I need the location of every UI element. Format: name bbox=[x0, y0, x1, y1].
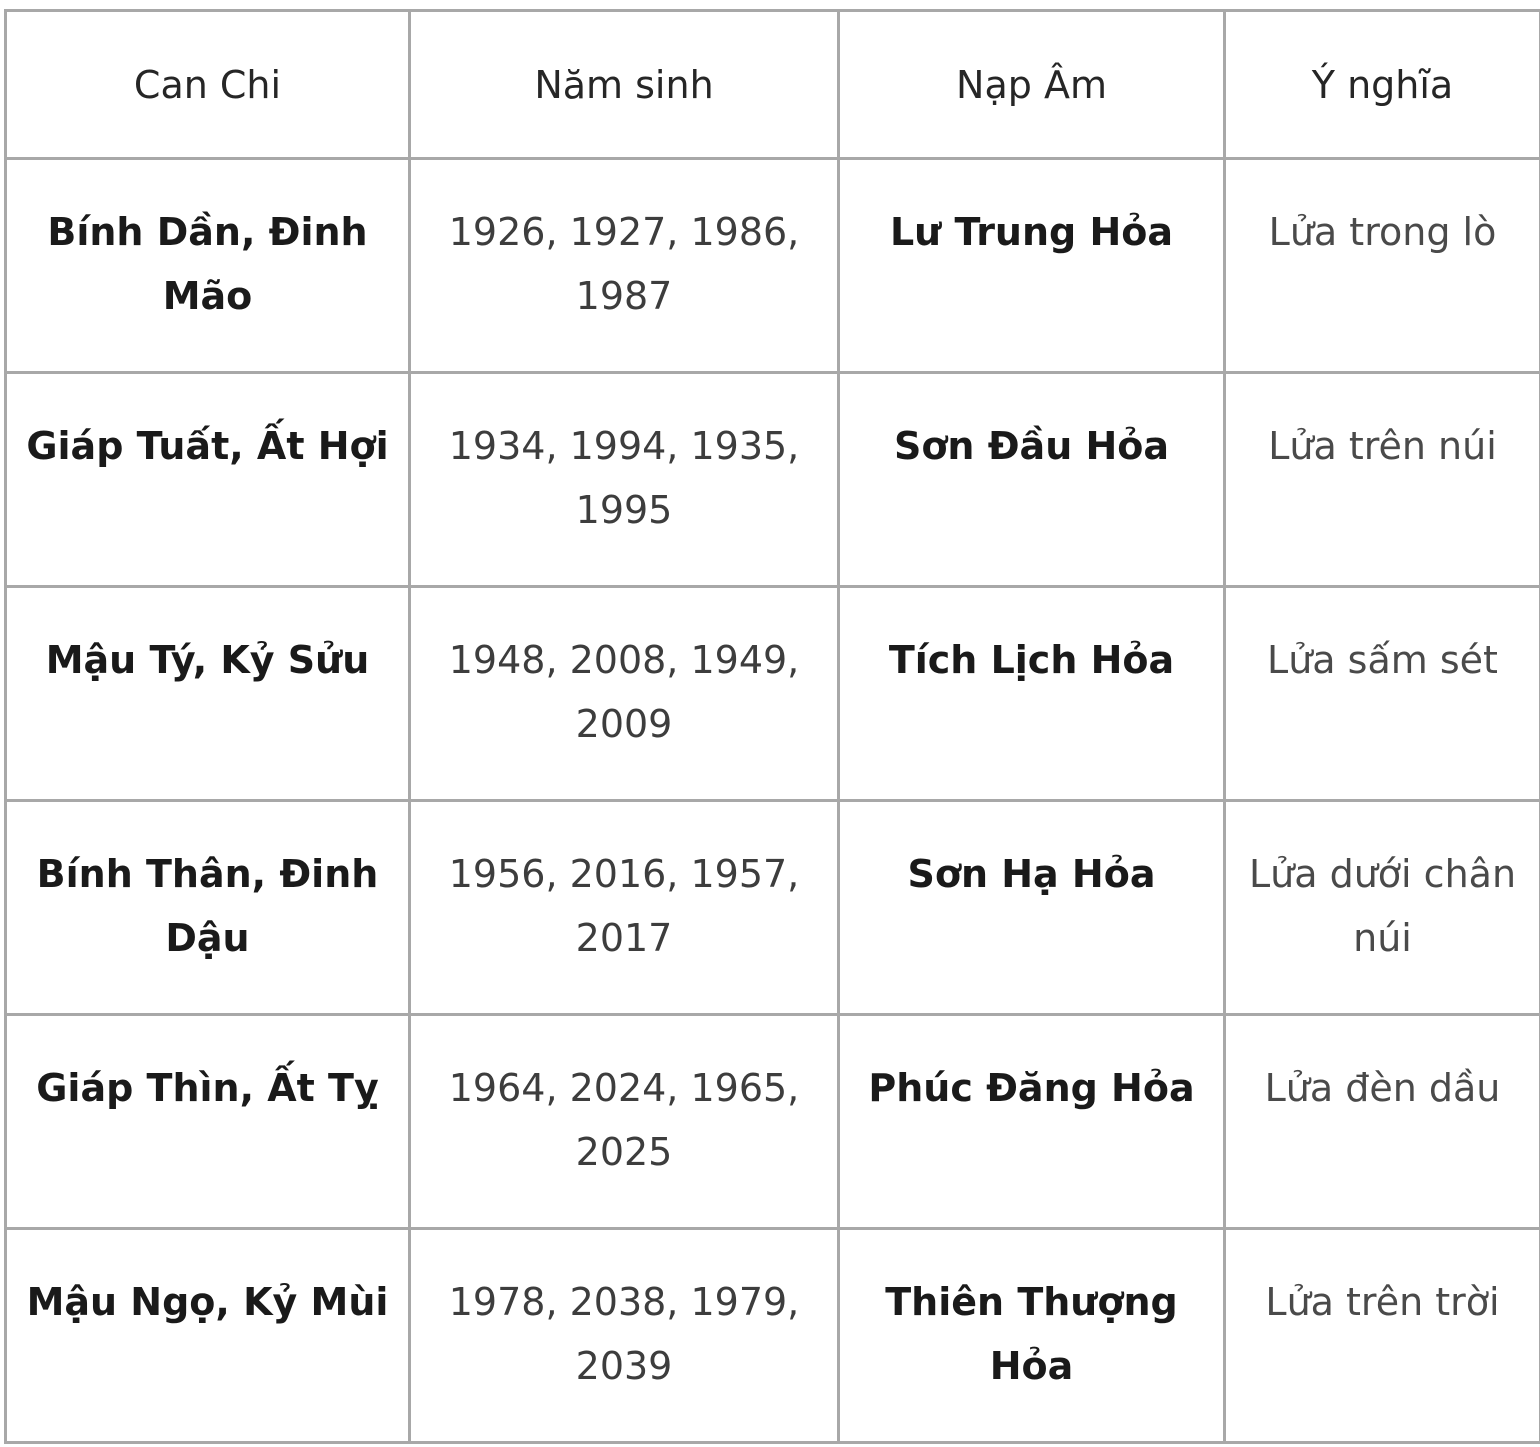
cell-y-nghia: Lửa sấm sét bbox=[1225, 587, 1540, 801]
cell-nap-am: Thiên Thượng Hỏa bbox=[839, 1229, 1225, 1443]
table-row bbox=[6, 587, 1540, 801]
header-y-nghia: Ý nghĩa bbox=[1225, 11, 1540, 159]
cell-nam-sinh: 1948, 2008, 1949, 2009 bbox=[410, 587, 839, 801]
cell-y-nghia: Lửa trên trời bbox=[1225, 1229, 1540, 1443]
cell-nam-sinh: 1926, 1927, 1986, 1987 bbox=[410, 159, 839, 373]
cell-can-chi: Giáp Tuất, Ất Hợi bbox=[6, 373, 410, 587]
cell-can-chi: Bính Thân, Đinh Dậu bbox=[6, 801, 410, 1015]
cell-y-nghia: Lửa trong lò bbox=[1225, 159, 1540, 373]
nap-am-table bbox=[4, 9, 1540, 1444]
cell-y-nghia: Lửa trên núi bbox=[1225, 373, 1540, 587]
cell-can-chi: Bính Dần, Đinh Mão bbox=[6, 159, 410, 373]
cell-nam-sinh: 1956, 2016, 1957, 2017 bbox=[410, 801, 839, 1015]
cell-nap-am: Sơn Hạ Hỏa bbox=[839, 801, 1225, 1015]
cell-nap-am: Lư Trung Hỏa bbox=[839, 159, 1225, 373]
table-row bbox=[6, 159, 1540, 373]
cell-nap-am: Sơn Đầu Hỏa bbox=[839, 373, 1225, 587]
cell-y-nghia: Lửa dưới chân núi bbox=[1225, 801, 1540, 1015]
cell-can-chi: Mậu Ngọ, Kỷ Mùi bbox=[6, 1229, 410, 1443]
cell-can-chi: Mậu Tý, Kỷ Sửu bbox=[6, 587, 410, 801]
table-header bbox=[6, 11, 1540, 159]
header-can-chi: Can Chi bbox=[6, 11, 410, 159]
cell-nam-sinh: 1978, 2038, 1979, 2039 bbox=[410, 1229, 839, 1443]
table-container bbox=[4, 9, 1539, 1443]
cell-nam-sinh: 1964, 2024, 1965, 2025 bbox=[410, 1015, 839, 1229]
table-row bbox=[6, 1229, 1540, 1443]
table-body bbox=[6, 159, 1540, 1443]
header-nap-am: Nạp Âm bbox=[839, 11, 1225, 159]
cell-nam-sinh: 1934, 1994, 1935, 1995 bbox=[410, 373, 839, 587]
table-row bbox=[6, 373, 1540, 587]
cell-nap-am: Phúc Đăng Hỏa bbox=[839, 1015, 1225, 1229]
table-row bbox=[6, 801, 1540, 1015]
header-nam-sinh: Năm sinh bbox=[410, 11, 839, 159]
header-row bbox=[6, 11, 1540, 159]
cell-nap-am: Tích Lịch Hỏa bbox=[839, 587, 1225, 801]
table-row bbox=[6, 1015, 1540, 1229]
cell-can-chi: Giáp Thìn, Ất Tỵ bbox=[6, 1015, 410, 1229]
cell-y-nghia: Lửa đèn dầu bbox=[1225, 1015, 1540, 1229]
